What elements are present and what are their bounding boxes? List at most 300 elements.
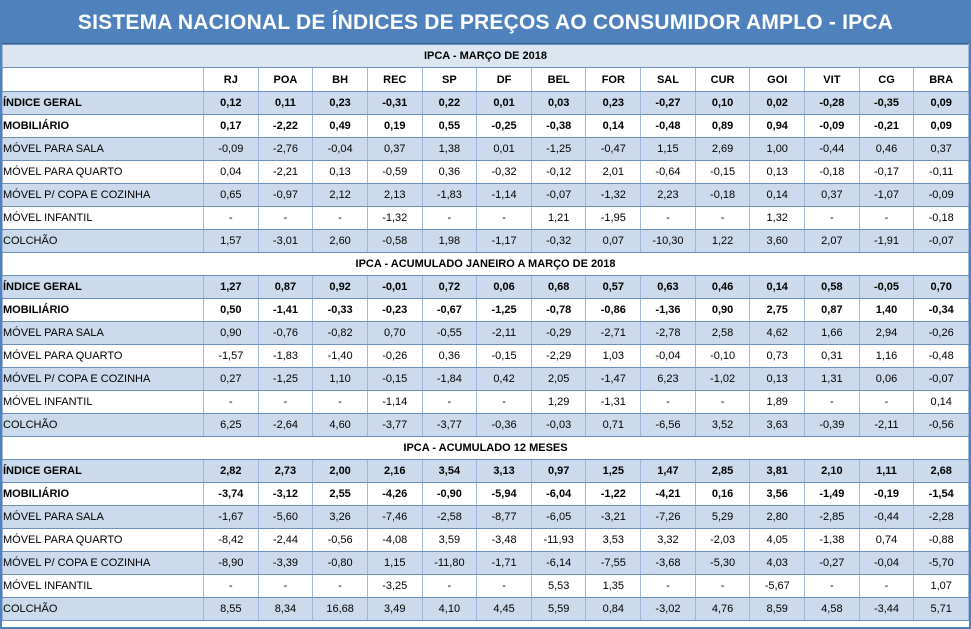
column-header-bh: BH — [313, 68, 368, 92]
value-cell: -2,78 — [641, 322, 696, 345]
value-cell: -1,91 — [859, 230, 914, 253]
value-cell: -0,17 — [859, 161, 914, 184]
value-cell: 2,16 — [367, 460, 422, 483]
value-cell: 2,55 — [313, 483, 368, 506]
value-cell: 1,66 — [805, 322, 860, 345]
value-cell: -0,47 — [586, 138, 641, 161]
value-cell: - — [313, 391, 368, 414]
section-header: IPCA - ACUMULADO JANEIRO A MARÇO DE 2018 — [3, 253, 969, 276]
value-cell: -5,60 — [258, 506, 313, 529]
value-cell: 1,15 — [641, 138, 696, 161]
value-cell: -0,01 — [367, 276, 422, 299]
value-cell: -1,47 — [586, 368, 641, 391]
value-cell: 0,37 — [367, 138, 422, 161]
value-cell: -2,58 — [422, 506, 477, 529]
value-cell: -2,28 — [914, 506, 969, 529]
value-cell: -5,30 — [695, 552, 750, 575]
row-label: MÓVEL PARA SALA — [3, 322, 204, 345]
value-cell: 0,37 — [914, 138, 969, 161]
row-label: MÓVEL P/ COPA E COZINHA — [3, 184, 204, 207]
value-cell: 2,82 — [204, 460, 259, 483]
value-cell: - — [859, 575, 914, 598]
value-cell: -0,76 — [258, 322, 313, 345]
table-row — [3, 460, 969, 483]
value-cell: 0,09 — [914, 92, 969, 115]
row-label: MÓVEL INFANTIL — [3, 575, 204, 598]
value-cell: -1,83 — [422, 184, 477, 207]
section-header: IPCA - MARÇO DE 2018 — [3, 45, 969, 68]
value-cell: -11,80 — [422, 552, 477, 575]
value-cell: -0,27 — [805, 552, 860, 575]
value-cell: 1,32 — [750, 207, 805, 230]
value-cell: -0,67 — [422, 299, 477, 322]
row-label: MÓVEL PARA QUARTO — [3, 345, 204, 368]
value-cell: -0,07 — [914, 368, 969, 391]
value-cell: -0,88 — [914, 529, 969, 552]
value-cell: -1,36 — [641, 299, 696, 322]
value-cell: 5,59 — [531, 598, 586, 621]
row-label: MÓVEL PARA SALA — [3, 506, 204, 529]
column-header-rj: RJ — [204, 68, 259, 92]
row-label: MÓVEL P/ COPA E COZINHA — [3, 552, 204, 575]
table-row — [3, 598, 969, 621]
value-cell: 4,58 — [805, 598, 860, 621]
value-cell: -1,49 — [805, 483, 860, 506]
value-cell: 4,03 — [750, 552, 805, 575]
value-cell: -3,68 — [641, 552, 696, 575]
value-cell: -1,22 — [586, 483, 641, 506]
value-cell: -1,32 — [367, 207, 422, 230]
value-cell: -0,26 — [914, 322, 969, 345]
value-cell: 0,36 — [422, 161, 477, 184]
value-cell: 1,47 — [641, 460, 696, 483]
value-cell: 1,11 — [859, 460, 914, 483]
corner-cell — [3, 68, 204, 92]
value-cell: -2,71 — [586, 322, 641, 345]
value-cell: 1,89 — [750, 391, 805, 414]
value-cell: 0,90 — [695, 299, 750, 322]
value-cell: 0,71 — [586, 414, 641, 437]
value-cell: -3,21 — [586, 506, 641, 529]
value-cell: 8,34 — [258, 598, 313, 621]
value-cell: 2,00 — [313, 460, 368, 483]
value-cell: 0,23 — [313, 92, 368, 115]
value-cell: -0,48 — [914, 345, 969, 368]
value-cell: - — [805, 575, 860, 598]
table-row — [3, 184, 969, 207]
value-cell: - — [859, 391, 914, 414]
value-cell: 1,16 — [859, 345, 914, 368]
column-header-rec: REC — [367, 68, 422, 92]
value-cell: 3,49 — [367, 598, 422, 621]
value-cell: 2,60 — [313, 230, 368, 253]
value-cell: -0,86 — [586, 299, 641, 322]
value-cell: - — [422, 207, 477, 230]
value-cell: - — [477, 207, 532, 230]
value-cell: -1,25 — [531, 138, 586, 161]
value-cell: -10,30 — [641, 230, 696, 253]
table-row — [3, 483, 969, 506]
value-cell: -2,11 — [859, 414, 914, 437]
value-cell: 0,23 — [586, 92, 641, 115]
value-cell: -0,33 — [313, 299, 368, 322]
value-cell: -1,14 — [477, 184, 532, 207]
value-cell: -1,17 — [477, 230, 532, 253]
value-cell: -0,05 — [859, 276, 914, 299]
value-cell: -0,56 — [914, 414, 969, 437]
value-cell: -0,23 — [367, 299, 422, 322]
value-cell: 1,25 — [586, 460, 641, 483]
value-cell: 0,46 — [859, 138, 914, 161]
value-cell: 2,69 — [695, 138, 750, 161]
value-cell: 2,68 — [914, 460, 969, 483]
value-cell: 1,31 — [805, 368, 860, 391]
value-cell: -0,12 — [531, 161, 586, 184]
row-label: MOBILIÁRIO — [3, 299, 204, 322]
value-cell: 2,07 — [805, 230, 860, 253]
value-cell: 8,55 — [204, 598, 259, 621]
value-cell: -0,19 — [859, 483, 914, 506]
value-cell: -0,44 — [859, 506, 914, 529]
table-row — [3, 368, 969, 391]
value-cell: 0,09 — [914, 115, 969, 138]
value-cell: 1,98 — [422, 230, 477, 253]
value-cell: 0,17 — [204, 115, 259, 138]
row-label: MÓVEL PARA SALA — [3, 138, 204, 161]
value-cell: -2,76 — [258, 138, 313, 161]
value-cell: -3,12 — [258, 483, 313, 506]
value-cell: - — [695, 575, 750, 598]
report-title: SISTEMA NACIONAL DE ÍNDICES DE PREÇOS AO CONSUMIDOR AMPLO - IPCA — [2, 2, 969, 44]
value-cell: 8,59 — [750, 598, 805, 621]
value-cell: -0,11 — [914, 161, 969, 184]
table-row — [3, 115, 969, 138]
value-cell: 0,46 — [695, 276, 750, 299]
value-cell: 16,68 — [313, 598, 368, 621]
value-cell: 0,13 — [750, 161, 805, 184]
value-cell: 0,90 — [204, 322, 259, 345]
value-cell: -1,41 — [258, 299, 313, 322]
value-cell: -1,67 — [204, 506, 259, 529]
table-row — [3, 161, 969, 184]
value-cell: -6,56 — [641, 414, 696, 437]
value-cell: -0,38 — [531, 115, 586, 138]
value-cell: -0,15 — [477, 345, 532, 368]
value-cell: -5,94 — [477, 483, 532, 506]
value-cell: 0,94 — [750, 115, 805, 138]
value-cell: - — [695, 391, 750, 414]
value-cell: - — [422, 391, 477, 414]
value-cell: 0,01 — [477, 138, 532, 161]
value-cell: -1,57 — [204, 345, 259, 368]
value-cell: 0,19 — [367, 115, 422, 138]
value-cell: 1,40 — [859, 299, 914, 322]
value-cell: 2,10 — [805, 460, 860, 483]
value-cell: -5,67 — [750, 575, 805, 598]
value-cell: -2,44 — [258, 529, 313, 552]
value-cell: 0,14 — [750, 276, 805, 299]
value-cell: - — [805, 207, 860, 230]
value-cell: 4,10 — [422, 598, 477, 621]
value-cell: -0,80 — [313, 552, 368, 575]
value-cell: 0,06 — [859, 368, 914, 391]
value-cell: 0,06 — [477, 276, 532, 299]
value-cell: - — [695, 207, 750, 230]
table-row — [3, 575, 969, 598]
value-cell: -0,56 — [313, 529, 368, 552]
value-cell: 0,13 — [313, 161, 368, 184]
value-cell: 4,62 — [750, 322, 805, 345]
value-cell: -0,04 — [313, 138, 368, 161]
value-cell: 3,26 — [313, 506, 368, 529]
section-header-row — [3, 437, 969, 460]
value-cell: 0,16 — [695, 483, 750, 506]
value-cell: -0,15 — [367, 368, 422, 391]
value-cell: -8,90 — [204, 552, 259, 575]
value-cell: -6,04 — [531, 483, 586, 506]
value-cell: - — [204, 575, 259, 598]
row-label: MOBILIÁRIO — [3, 115, 204, 138]
value-cell: 1,57 — [204, 230, 259, 253]
value-cell: -0,59 — [367, 161, 422, 184]
value-cell: 1,15 — [367, 552, 422, 575]
value-cell: -1,32 — [586, 184, 641, 207]
value-cell: - — [258, 391, 313, 414]
value-cell: 1,29 — [531, 391, 586, 414]
value-cell: -0,18 — [914, 207, 969, 230]
value-cell: 1,03 — [586, 345, 641, 368]
value-cell: - — [258, 207, 313, 230]
value-cell: 1,22 — [695, 230, 750, 253]
value-cell: 0,63 — [641, 276, 696, 299]
value-cell: -1,71 — [477, 552, 532, 575]
value-cell: - — [859, 207, 914, 230]
value-cell: -0,04 — [859, 552, 914, 575]
value-cell: 1,00 — [750, 138, 805, 161]
value-cell: 2,05 — [531, 368, 586, 391]
value-cell: -0,39 — [805, 414, 860, 437]
value-cell: -2,85 — [805, 506, 860, 529]
value-cell: 0,68 — [531, 276, 586, 299]
column-header-sal: SAL — [641, 68, 696, 92]
value-cell: -2,22 — [258, 115, 313, 138]
value-cell: -8,42 — [204, 529, 259, 552]
value-cell: 3,54 — [422, 460, 477, 483]
section-header: IPCA - ACUMULADO 12 MESES — [3, 437, 969, 460]
value-cell: -5,70 — [914, 552, 969, 575]
column-header-cur: CUR — [695, 68, 750, 92]
section-header-row — [3, 253, 969, 276]
value-cell: 0,84 — [586, 598, 641, 621]
value-cell: -0,64 — [641, 161, 696, 184]
column-header-poa: POA — [258, 68, 313, 92]
value-cell: 0,03 — [531, 92, 586, 115]
value-cell: -0,44 — [805, 138, 860, 161]
value-cell: -0,27 — [641, 92, 696, 115]
value-cell: 0,50 — [204, 299, 259, 322]
value-cell: 2,94 — [859, 322, 914, 345]
value-cell: -4,08 — [367, 529, 422, 552]
value-cell: - — [641, 575, 696, 598]
value-cell: -7,46 — [367, 506, 422, 529]
value-cell: -0,07 — [914, 230, 969, 253]
value-cell: 2,23 — [641, 184, 696, 207]
value-cell: - — [477, 391, 532, 414]
value-cell: -0,18 — [695, 184, 750, 207]
column-header-cg: CG — [859, 68, 914, 92]
value-cell: 1,07 — [914, 575, 969, 598]
table-row — [3, 391, 969, 414]
value-cell: 3,53 — [586, 529, 641, 552]
value-cell: -2,11 — [477, 322, 532, 345]
row-label: MÓVEL PARA QUARTO — [3, 161, 204, 184]
value-cell: -0,21 — [859, 115, 914, 138]
table-row — [3, 414, 969, 437]
value-cell: - — [422, 575, 477, 598]
value-cell: 0,14 — [586, 115, 641, 138]
value-cell: -3,01 — [258, 230, 313, 253]
value-cell: - — [204, 207, 259, 230]
value-cell: 0,13 — [750, 368, 805, 391]
column-header-bra: BRA — [914, 68, 969, 92]
value-cell: 3,63 — [750, 414, 805, 437]
row-label: COLCHÃO — [3, 414, 204, 437]
value-cell: 0,14 — [750, 184, 805, 207]
value-cell: -0,32 — [531, 230, 586, 253]
value-cell: 3,81 — [750, 460, 805, 483]
value-cell: 0,04 — [204, 161, 259, 184]
value-cell: -1,07 — [859, 184, 914, 207]
value-cell: 1,27 — [204, 276, 259, 299]
value-cell: -0,34 — [914, 299, 969, 322]
value-cell: -0,28 — [805, 92, 860, 115]
row-label: MÓVEL INFANTIL — [3, 207, 204, 230]
value-cell: -1,02 — [695, 368, 750, 391]
value-cell: -1,31 — [586, 391, 641, 414]
value-cell: -0,97 — [258, 184, 313, 207]
ipca-table — [2, 44, 969, 621]
value-cell: 0,36 — [422, 345, 477, 368]
table-row — [3, 230, 969, 253]
value-cell: -0,15 — [695, 161, 750, 184]
value-cell: 0,72 — [422, 276, 477, 299]
value-cell: -1,84 — [422, 368, 477, 391]
value-cell: 0,70 — [914, 276, 969, 299]
value-cell: -2,03 — [695, 529, 750, 552]
value-cell: -0,07 — [531, 184, 586, 207]
value-cell: 2,12 — [313, 184, 368, 207]
value-cell: 0,87 — [805, 299, 860, 322]
value-cell: -0,10 — [695, 345, 750, 368]
value-cell: -3,44 — [859, 598, 914, 621]
row-label: COLCHÃO — [3, 230, 204, 253]
row-label: ÍNDICE GERAL — [3, 92, 204, 115]
column-header-for: FOR — [586, 68, 641, 92]
value-cell: -0,04 — [641, 345, 696, 368]
column-header-goi: GOI — [750, 68, 805, 92]
table-row — [3, 207, 969, 230]
column-header-sp: SP — [422, 68, 477, 92]
value-cell: 2,73 — [258, 460, 313, 483]
value-cell: -0,82 — [313, 322, 368, 345]
section-header-row — [3, 45, 969, 68]
value-cell: 4,45 — [477, 598, 532, 621]
value-cell: -1,83 — [258, 345, 313, 368]
value-cell: 0,65 — [204, 184, 259, 207]
value-cell: 3,60 — [750, 230, 805, 253]
column-header-df: DF — [477, 68, 532, 92]
value-cell: - — [805, 391, 860, 414]
table-row — [3, 299, 969, 322]
value-cell: 0,02 — [750, 92, 805, 115]
value-cell: 0,92 — [313, 276, 368, 299]
value-cell: -1,38 — [805, 529, 860, 552]
value-cell: -0,32 — [477, 161, 532, 184]
value-cell: -0,58 — [367, 230, 422, 253]
value-cell: 0,12 — [204, 92, 259, 115]
value-cell: -4,26 — [367, 483, 422, 506]
table-row — [3, 322, 969, 345]
table-row — [3, 506, 969, 529]
value-cell: - — [477, 575, 532, 598]
table-row — [3, 552, 969, 575]
value-cell: 0,14 — [914, 391, 969, 414]
value-cell: -1,25 — [258, 368, 313, 391]
value-cell: -3,48 — [477, 529, 532, 552]
value-cell: -0,03 — [531, 414, 586, 437]
value-cell: -3,77 — [367, 414, 422, 437]
value-cell: -8,77 — [477, 506, 532, 529]
value-cell: 0,01 — [477, 92, 532, 115]
value-cell: -7,26 — [641, 506, 696, 529]
value-cell: 0,42 — [477, 368, 532, 391]
value-cell: 0,10 — [695, 92, 750, 115]
value-cell: 0,49 — [313, 115, 368, 138]
row-label: ÍNDICE GERAL — [3, 460, 204, 483]
value-cell: 0,07 — [586, 230, 641, 253]
value-cell: 1,38 — [422, 138, 477, 161]
value-cell: -2,21 — [258, 161, 313, 184]
value-cell: 2,75 — [750, 299, 805, 322]
row-label: MOBILIÁRIO — [3, 483, 204, 506]
value-cell: -0,48 — [641, 115, 696, 138]
value-cell: -3,74 — [204, 483, 259, 506]
value-cell: -7,55 — [586, 552, 641, 575]
value-cell: 0,89 — [695, 115, 750, 138]
row-label: MÓVEL P/ COPA E COZINHA — [3, 368, 204, 391]
value-cell: -0,31 — [367, 92, 422, 115]
value-cell: 3,32 — [641, 529, 696, 552]
value-cell: 0,22 — [422, 92, 477, 115]
value-cell: 0,87 — [258, 276, 313, 299]
table-row — [3, 276, 969, 299]
value-cell: -0,78 — [531, 299, 586, 322]
value-cell: -0,35 — [859, 92, 914, 115]
value-cell: 0,97 — [531, 460, 586, 483]
value-cell: -2,29 — [531, 345, 586, 368]
value-cell: -6,05 — [531, 506, 586, 529]
value-cell: -0,29 — [531, 322, 586, 345]
value-cell: 4,60 — [313, 414, 368, 437]
value-cell: -0,36 — [477, 414, 532, 437]
value-cell: -0,55 — [422, 322, 477, 345]
row-label: MÓVEL PARA QUARTO — [3, 529, 204, 552]
value-cell: -0,90 — [422, 483, 477, 506]
value-cell: -0,09 — [204, 138, 259, 161]
value-cell: -1,40 — [313, 345, 368, 368]
value-cell: 2,85 — [695, 460, 750, 483]
value-cell: 0,70 — [367, 322, 422, 345]
